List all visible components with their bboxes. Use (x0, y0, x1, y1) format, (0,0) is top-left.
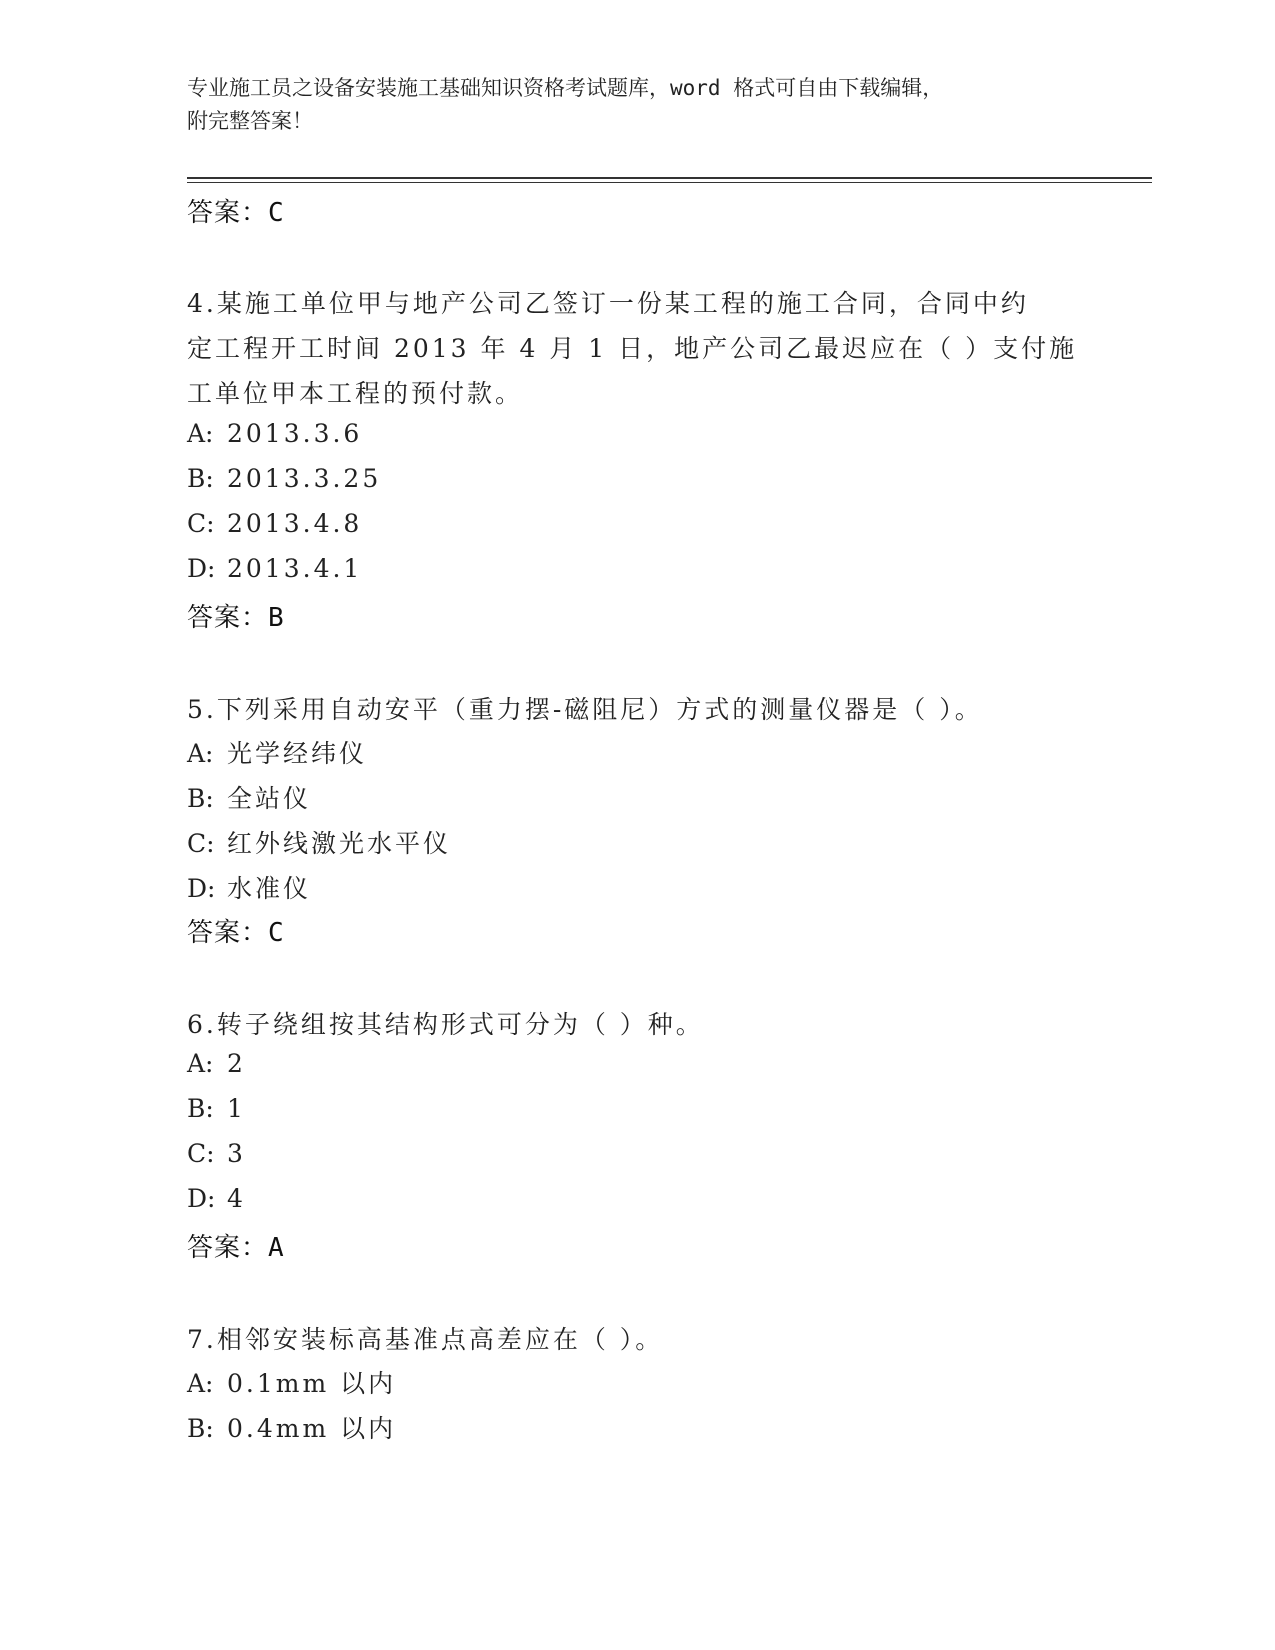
question-6-option-b (187, 1094, 246, 1123)
option-text: 2013.4.1 (227, 554, 363, 583)
question-6-option-a (187, 1049, 246, 1078)
option-text: 1 (227, 1094, 246, 1123)
option-key: A: (187, 419, 214, 448)
option-key: A: (187, 1049, 214, 1078)
question-4-stem-line: 4.某施工单位甲与地产公司乙签订一份某工程的施工合同，合同中约 (187, 289, 1029, 318)
option-text: 红外线激光水平仪 (227, 829, 452, 858)
option-key: C: (187, 829, 215, 858)
option-text: 全站仪 (227, 784, 312, 813)
option-key: C: (187, 1139, 215, 1168)
question-6-option-c (187, 1139, 246, 1168)
question-4-stem-line: 工单位甲本工程的预付款。 (187, 379, 524, 408)
header-line-2: 附完整答案！ (187, 109, 313, 133)
question-7-option-b (187, 1409, 396, 1445)
option-text: 2013.4.8 (227, 509, 363, 538)
option-key: D: (187, 874, 216, 903)
question-6-stem-line: 6.转子绕组按其结构形式可分为（ ）种。 (187, 1010, 704, 1039)
option-key: A: (187, 739, 214, 768)
option-key: D: (187, 1184, 216, 1213)
option-text: 0.1mm 以内 (227, 1369, 397, 1398)
option-text: 2 (227, 1049, 246, 1078)
question-5-option-a (187, 734, 367, 770)
option-key: A: (187, 1369, 214, 1398)
header-divider (187, 177, 1152, 179)
option-key: B: (187, 784, 214, 813)
option-text: 4 (227, 1184, 246, 1213)
option-key: B: (187, 1414, 214, 1443)
question-5-stem-line: 5.下列采用自动安平（重力摆-磁阻尼）方式的测量仪器是（ ）。 (187, 695, 983, 724)
question-5-option-b (187, 779, 311, 815)
option-text: 2013.3.6 (227, 419, 363, 448)
question-4-stem-line: 定工程开工时间 2013 年 4 月 1 日，地产公司乙最迟应在（ ）支付施 (187, 334, 1078, 363)
question-6-option-d (187, 1184, 246, 1213)
question-4-option-b (187, 464, 381, 493)
option-text: 0.4mm 以内 (227, 1414, 397, 1443)
option-text: 光学经纬仪 (227, 739, 368, 768)
question-5-option-d (187, 869, 311, 905)
question-4-option-d (187, 554, 362, 583)
question-5-answer: 答案：C (187, 918, 285, 948)
question-4-option-a (187, 419, 362, 448)
option-key: B: (187, 1094, 214, 1123)
header-divider-thin (187, 182, 1152, 183)
question-4-answer: 答案：B (187, 603, 285, 633)
header-line-1: 专业施工员之设备安装施工基础知识资格考试题库，word 格式可自由下载编辑， (187, 76, 944, 100)
document-header (187, 72, 1087, 138)
option-key: B: (187, 464, 214, 493)
option-key: C: (187, 509, 215, 538)
option-text: 3 (227, 1139, 246, 1168)
question-7-option-a (187, 1364, 396, 1400)
question-7-stem-line: 7.相邻安装标高基准点高差应在（ ）。 (187, 1325, 664, 1354)
question-6-answer: 答案：A (187, 1233, 285, 1263)
option-key: D: (187, 554, 216, 583)
option-text: 2013.3.25 (227, 464, 382, 493)
question-5-option-c (187, 824, 451, 860)
option-text: 水准仪 (227, 874, 312, 903)
answer-line: 答案：C (187, 198, 285, 228)
question-4-option-c (187, 509, 362, 538)
